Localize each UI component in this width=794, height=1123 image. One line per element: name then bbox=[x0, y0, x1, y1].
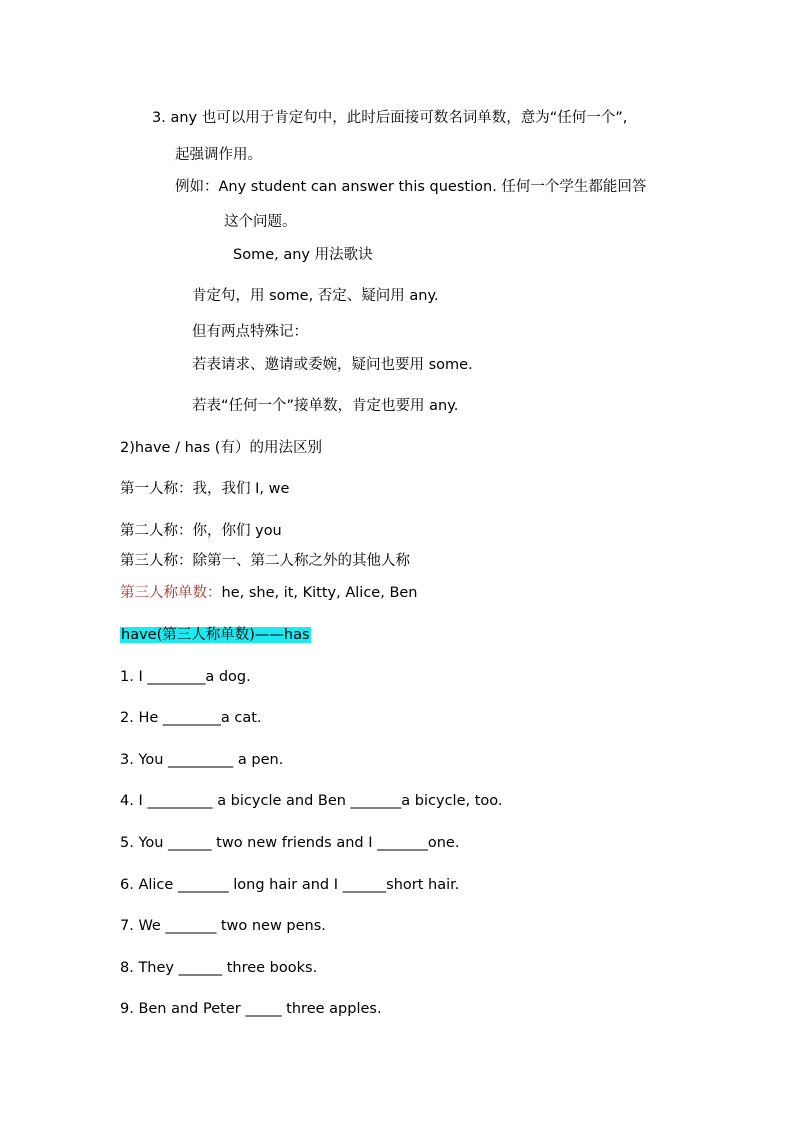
third-person: 第三人称：除第一、第二人称之外的其他人称 bbox=[120, 553, 410, 569]
rule3-line2: 起强调作用。 bbox=[175, 147, 262, 163]
exercise-3: 3. You _________ a pen. bbox=[120, 752, 284, 768]
example-label: 例如： bbox=[175, 179, 219, 195]
singular-value: he, she, it, Kitty, Alice, Ben bbox=[221, 585, 418, 601]
second-person: 第二人称：你，你们 you bbox=[120, 523, 282, 539]
rhyme-line-4: 若表“任何一个”接单数，肯定也要用 any. bbox=[192, 398, 459, 414]
first-person: 第一人称：我，我们 I, we bbox=[120, 481, 290, 497]
example-line2: 这个问题。 bbox=[224, 214, 297, 230]
exercise-8: 8. They ______ three books. bbox=[120, 960, 318, 976]
exercise-9: 9. Ben and Peter _____ three apples. bbox=[120, 1001, 382, 1017]
exercise-7: 7. We _______ two new pens. bbox=[120, 918, 326, 934]
has-rule bbox=[120, 625, 311, 645]
exercise-5: 5. You ______ two new friends and I _______one. bbox=[120, 835, 460, 851]
rhyme-line-2: 但有两点特殊记： bbox=[192, 324, 308, 340]
rhyme-line-1: 肯定句，用 some, 否定、疑问用 any. bbox=[192, 288, 439, 304]
third-person-singular bbox=[120, 583, 418, 603]
exercise-1: 1. I ________a dog. bbox=[120, 669, 251, 685]
exercise-4: 4. I _________ a bicycle and Ben _______a bicycle, too. bbox=[120, 793, 503, 809]
example-line1 bbox=[175, 177, 646, 197]
exercise-6: 6. Alice _______ long hair and I ______short hair. bbox=[120, 877, 460, 893]
rule3-line1: 3. any 也可以用于肯定句中，此时后面接可数名词单数，意为“任何一个”, bbox=[152, 110, 628, 126]
exercise-2: 2. He ________a cat. bbox=[120, 710, 262, 726]
singular-label: 第三人称单数： bbox=[120, 585, 222, 601]
has-rule-highlight: have(第三人称单数)——has bbox=[121, 627, 310, 643]
rhyme-line-3: 若表请求、邀请或委婉，疑问也要用 some. bbox=[192, 357, 473, 373]
example-sentence: Any student can answer this question. 任何一个学生都能回答 bbox=[218, 179, 647, 195]
section2-heading: 2)have / has (有）的用法区别 bbox=[120, 440, 322, 456]
rhyme-title: Some, any 用法歌诀 bbox=[233, 247, 373, 263]
